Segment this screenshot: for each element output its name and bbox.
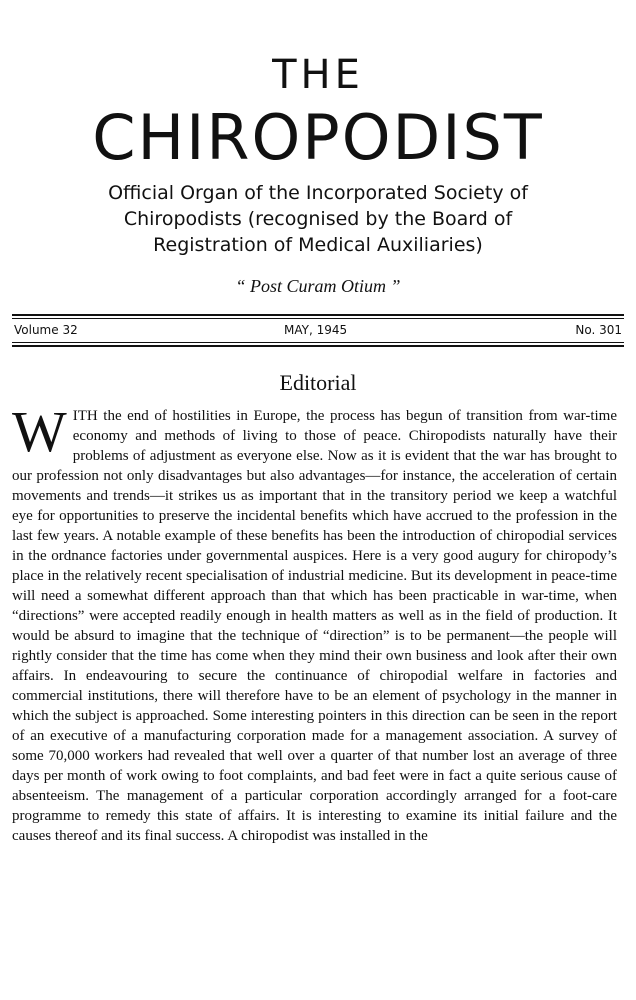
- editorial-body: [12, 399, 617, 846]
- editorial-heading: Editorial: [279, 370, 357, 395]
- issue-number: No. 301: [575, 323, 622, 337]
- bottom-rule-thick: [12, 345, 624, 347]
- bottom-rule-thin: [12, 342, 624, 343]
- issue-date: MAY, 1945: [284, 323, 348, 337]
- top-rule-thick: [12, 314, 624, 316]
- top-rule-thin: [12, 318, 624, 319]
- issue-bar: [14, 320, 622, 342]
- masthead: [0, 52, 636, 297]
- volume-label: Volume 32: [14, 323, 78, 337]
- drop-cap: W: [12, 399, 67, 464]
- motto: “ Post Curam Otium ”: [235, 276, 401, 296]
- masthead-the: THE: [272, 52, 364, 98]
- journal-title: CHIROPODIST: [92, 101, 544, 174]
- editorial-body-text: ITH the end of hostilities in Europe, the process has begun of transition from war-time economy and methods of living to those of peace. Chiropodists naturally have their problems of adjustment as everyone else. Now as it is evident that the war has brought to our profession not only disadvantages but also advantages—for instance, the acceleration of certain movements and trends—it strikes us as important that in the transitory period we keep a watchful eye for opportunities to preserve the incidental benefits which have accrued to the profession in the last few years. A notable example of these benefits has been the introduction of chiropodial services in the ordnance factories under governmental auspices. Here is a very good augury for chiropody’s place in the relatively recent specialisation of industrial medicine. But its development in peace-time will need a somewhat different approach than that which has been practicable in war-time, when “directions” were accepted readily enough in health matters as well as in the field of production. It would be absurd to imagine that the technique of “direction” is to be permanent—the people will rightly consider that the time has come when they mind their own business and look after their own affairs. In endeavouring to secure the continuance of chiropodial welfare in factories and commercial institutions, there will therefore have to be an element of psychology in the manner in which the subject is approached. Some interesting pointers in this direction can be seen in the report of an executive of a manufacturing corporation made for a management association. A survey of some 70,000 workers had revealed that well over a quarter of that number lost an average of three days per month of work owing to foot complaints, and bad feet were in fact a quite serious cause of absenteeism. The management of a particular corporation accordingly arranged for a foot-care programme to remedy this state of affairs. It is interesting to examine its initial failure and the causes thereof and its final success. A chiropodist was installed in the: [12, 408, 617, 844]
- official-organ-line: Official Organ of the Incorporated Society of Chiropodists (recognised by the Board of Registration of Medical Auxiliaries): [108, 182, 528, 256]
